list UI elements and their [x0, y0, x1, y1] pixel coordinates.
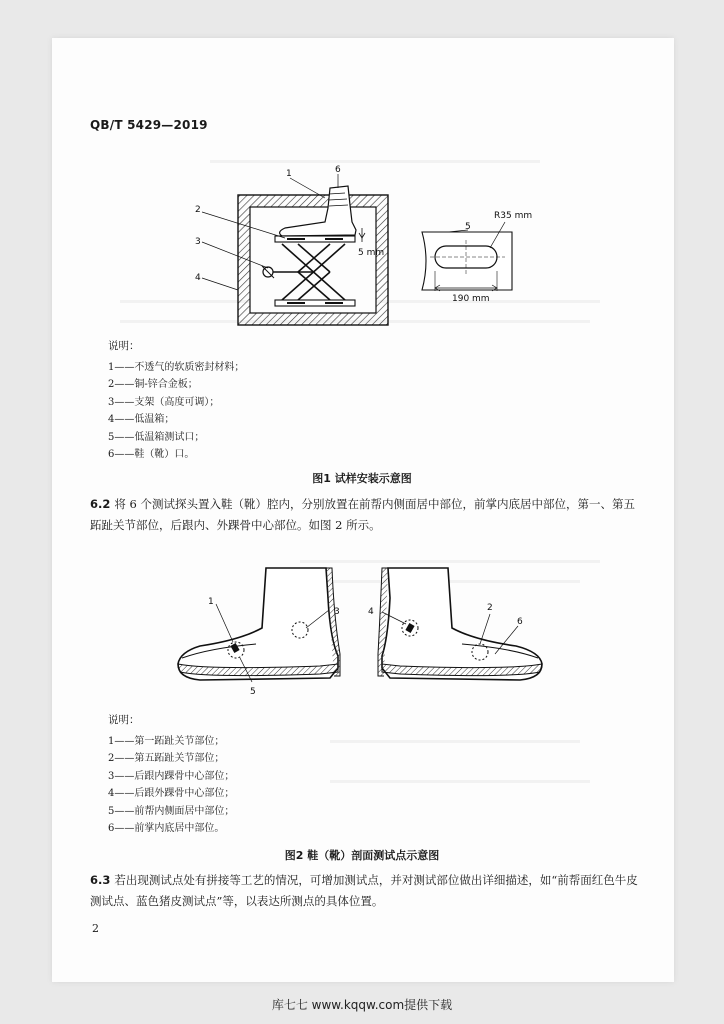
svg-text:5 mm: 5 mm — [358, 248, 385, 258]
legend-item: 3——支架（高度可调）； — [108, 396, 220, 408]
clause-number: 6.3 — [90, 873, 111, 887]
svg-text:1: 1 — [208, 597, 214, 607]
figure-2-caption: 图2 鞋（靴）剖面测试点示意图 — [284, 849, 440, 862]
clause-text: 将 6 个测试探头置入鞋（靴）腔内，分别放置在前帮内侧面居中部位，前掌内底居中部位，第一、第五跖趾关节部位，后跟内、外踝骨中心部位。如图 2 所示。 — [90, 497, 635, 532]
cold-box-inner — [250, 207, 376, 313]
legend-title: 说明： — [108, 340, 140, 352]
svg-text:2: 2 — [487, 603, 493, 613]
legend-item: 2——铜-锌合金板； — [108, 379, 198, 390]
legend-item: 4——后跟外踝骨中心部位； — [108, 788, 235, 799]
svg-text:5: 5 — [250, 687, 256, 697]
svg-text:1: 1 — [286, 169, 292, 179]
svg-text:3: 3 — [334, 607, 340, 617]
page-number: 2 — [92, 922, 99, 935]
paragraph-6-2 — [90, 494, 638, 536]
download-footer: 库七七 www.kqqw.com提供下载 — [271, 998, 453, 1012]
clause-number: 6.2 — [90, 497, 111, 511]
figure-1-caption: 图1 试样安装示意图 — [312, 472, 412, 485]
svg-text:6: 6 — [335, 165, 341, 175]
boot-section-left — [178, 568, 340, 697]
svg-text:2: 2 — [195, 205, 201, 215]
svg-text:190 mm: 190 mm — [452, 294, 490, 304]
figure-2-legend — [108, 712, 234, 838]
boot-section-right — [368, 568, 542, 680]
legend-item: 1——第一跖趾关节部位； — [108, 735, 225, 747]
figure-1-diagram — [190, 160, 550, 335]
svg-text:4: 4 — [368, 607, 374, 617]
legend-title: 说明： — [108, 714, 140, 726]
legend-item: 5——前帮内侧面居中部位； — [108, 805, 235, 817]
legend-item: 1——不透气的软质密封材料； — [108, 361, 245, 373]
legend-item: 5——低温箱测试口； — [108, 431, 205, 443]
figure-1-legend — [108, 338, 244, 464]
paragraph-6-3 — [90, 870, 638, 912]
legend-item: 6——前掌内底居中部位。 — [108, 823, 225, 834]
clause-text: 若出现测试点处有拼接等工艺的情况，可增加测试点，并对测试部位做出详细描述，如“前帮面红色牛皮测试点、蓝色猪皮测试点”等，以表达所测点的具体位置。 — [90, 873, 638, 908]
standard-code: QB/T 5429—2019 — [90, 118, 208, 132]
svg-text:R35 mm: R35 mm — [494, 211, 533, 221]
svg-text:5: 5 — [465, 222, 471, 232]
legend-item: 4——低温箱； — [108, 414, 175, 425]
svg-text:3: 3 — [195, 237, 201, 247]
legend-item: 3——后跟内踝骨中心部位； — [108, 770, 235, 782]
figure-2-diagram — [170, 558, 555, 703]
svg-text:4: 4 — [195, 273, 201, 283]
svg-text:6: 6 — [517, 617, 523, 627]
legend-item: 2——第五跖趾关节部位； — [108, 753, 225, 764]
legend-item: 6——鞋（靴）口。 — [108, 449, 195, 460]
